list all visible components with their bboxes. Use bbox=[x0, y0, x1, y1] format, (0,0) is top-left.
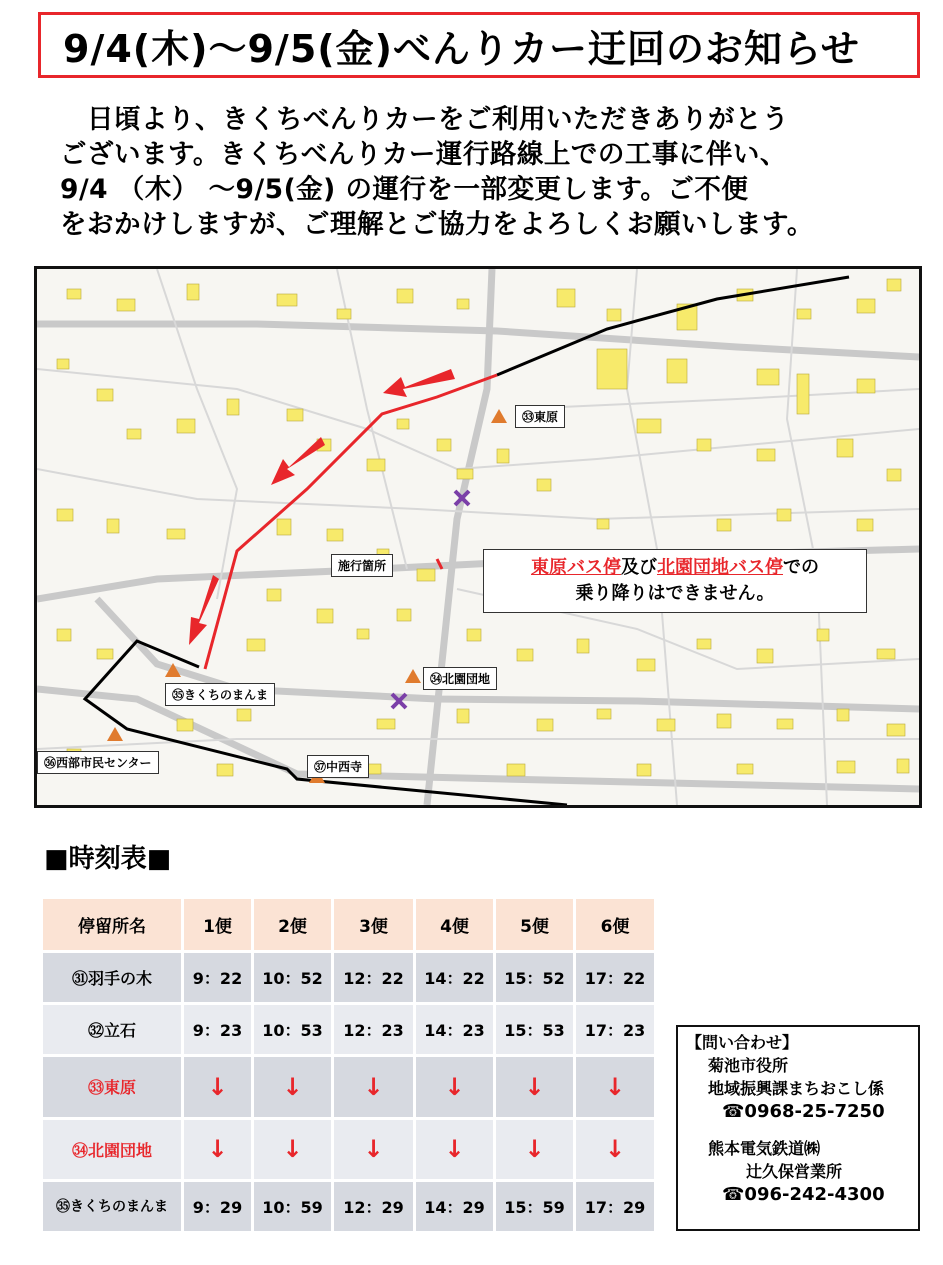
skip-arrow: ↓ bbox=[495, 1118, 575, 1180]
time-cell: 12：29 bbox=[333, 1180, 415, 1232]
skip-arrow: ↓ bbox=[415, 1056, 495, 1118]
contact-spacer bbox=[686, 1123, 910, 1137]
time-cell: 14：29 bbox=[415, 1180, 495, 1232]
time-cell: 14：23 bbox=[415, 1004, 495, 1056]
notice-line-2: 乗り降りはできません。 bbox=[575, 583, 775, 604]
header-trip-2: 2便 bbox=[253, 898, 333, 952]
intro-line-4: をおかけしますが、ご理解とご協力をよろしくお願いします。 bbox=[60, 209, 814, 240]
contact-dept-2: 辻久保営業所 bbox=[746, 1162, 843, 1181]
notice-mid-2: での bbox=[783, 557, 819, 578]
contact-org-1: 菊池市役所 bbox=[708, 1056, 789, 1075]
time-cell: 10：59 bbox=[253, 1180, 333, 1232]
table-row bbox=[42, 1056, 656, 1118]
notice-mid-1: 及び bbox=[621, 557, 657, 578]
header-trip-1: 1便 bbox=[183, 898, 253, 952]
intro-line-3: 9/4 （木） 〜9/5(金) の運行を一部変更します。ご不便 bbox=[60, 174, 749, 205]
page-title: 9/4(木)〜9/5(金)べんりカー迂回のお知らせ bbox=[63, 26, 860, 71]
time-cell: 9：29 bbox=[183, 1180, 253, 1232]
notice-line-1 bbox=[484, 555, 866, 581]
table-row bbox=[42, 952, 656, 1004]
skip-arrow: ↓ bbox=[495, 1056, 575, 1118]
stop-name: ㉛羽手の木 bbox=[42, 952, 183, 1004]
notice-box bbox=[483, 549, 867, 613]
time-cell: 10：53 bbox=[253, 1004, 333, 1056]
skip-arrow: ↓ bbox=[333, 1118, 415, 1180]
time-cell: 9：23 bbox=[183, 1004, 253, 1056]
contact-heading: 【問い合わせ】 bbox=[686, 1033, 799, 1052]
skip-arrow: ↓ bbox=[575, 1118, 656, 1180]
map-graphic bbox=[37, 269, 919, 805]
skip-arrow: ↓ bbox=[183, 1056, 253, 1118]
title-box bbox=[38, 12, 920, 78]
stop-label-manma: ㉟きくちのまんま bbox=[165, 683, 275, 706]
skip-arrow: ↓ bbox=[575, 1056, 656, 1118]
timetable bbox=[40, 896, 657, 1234]
notice-stop-2: 北園団地バス停 bbox=[657, 557, 783, 578]
time-cell: 10：52 bbox=[253, 952, 333, 1004]
header-stop: 停留所名 bbox=[42, 898, 183, 952]
stop-name: ㉝東原 bbox=[42, 1056, 183, 1118]
stop-name: ㉟きくちのまんま bbox=[42, 1180, 183, 1232]
header-trip-3: 3便 bbox=[333, 898, 415, 952]
skip-arrow: ↓ bbox=[253, 1056, 333, 1118]
contact-phone-2: ☎096-242-4300 bbox=[722, 1184, 885, 1205]
skip-arrow: ↓ bbox=[253, 1118, 333, 1180]
contact-org-2: 熊本電気鉄道㈱ bbox=[708, 1139, 821, 1158]
stop-label-higashibaru: ㉝東原 bbox=[515, 405, 565, 428]
time-cell: 15：52 bbox=[495, 952, 575, 1004]
stop-label-seibu: ㊱西部市民センター bbox=[37, 751, 159, 774]
intro-text bbox=[60, 102, 910, 242]
time-cell: 17：22 bbox=[575, 952, 656, 1004]
skip-arrow: ↓ bbox=[183, 1118, 253, 1180]
detour-map bbox=[34, 266, 922, 808]
table-row bbox=[42, 1180, 656, 1232]
stop-label-nakasaiji: ㊲中西寺 bbox=[307, 755, 369, 778]
timetable-header-row bbox=[42, 898, 656, 952]
contact-box bbox=[676, 1025, 920, 1231]
contact-phone-1: ☎0968-25-7250 bbox=[722, 1101, 885, 1122]
intro-line-1: 日頃より、きくちべんりカーをご利用いただきありがとう bbox=[60, 104, 789, 135]
stop-name: ㉞北園団地 bbox=[42, 1118, 183, 1180]
intro-line-2: ございます。きくちべんりカー運行路線上での工事に伴い、 bbox=[60, 139, 787, 170]
skip-arrow: ↓ bbox=[333, 1056, 415, 1118]
time-cell: 15：59 bbox=[495, 1180, 575, 1232]
header-trip-6: 6便 bbox=[575, 898, 656, 952]
time-cell: 17：29 bbox=[575, 1180, 656, 1232]
header-trip-5: 5便 bbox=[495, 898, 575, 952]
time-cell: 12：22 bbox=[333, 952, 415, 1004]
stop-label-kitazono: ㉞北園団地 bbox=[423, 667, 497, 690]
timetable-title: ■時刻表■ bbox=[44, 844, 172, 874]
contact-dept-1: 地域振興課まちおこし係 bbox=[708, 1079, 885, 1098]
table-row bbox=[42, 1118, 656, 1180]
time-cell: 12：23 bbox=[333, 1004, 415, 1056]
construction-label: 施行箇所 bbox=[331, 554, 393, 577]
time-cell: 14：22 bbox=[415, 952, 495, 1004]
time-cell: 9：22 bbox=[183, 952, 253, 1004]
time-cell: 15：53 bbox=[495, 1004, 575, 1056]
skip-arrow: ↓ bbox=[415, 1118, 495, 1180]
stop-name: ㉜立石 bbox=[42, 1004, 183, 1056]
header-trip-4: 4便 bbox=[415, 898, 495, 952]
notice-stop-1: 東原バス停 bbox=[531, 557, 621, 578]
time-cell: 17：23 bbox=[575, 1004, 656, 1056]
table-row bbox=[42, 1004, 656, 1056]
